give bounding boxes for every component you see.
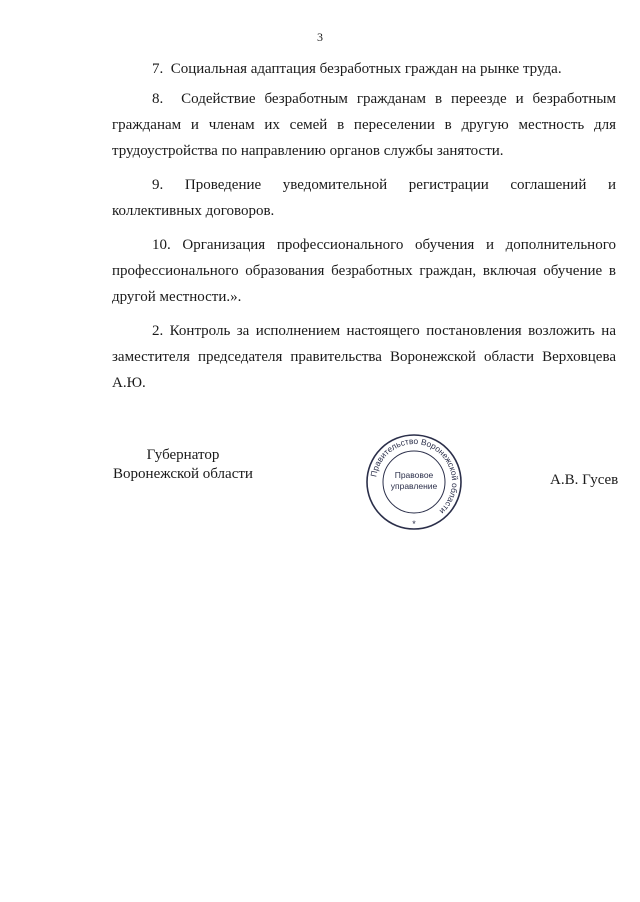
signer-position [100, 446, 266, 484]
signature-block [0, 435, 640, 536]
signer-position-line1: Губернатор [146, 447, 220, 463]
document-body [112, 56, 616, 404]
stamp-star-icon: * [412, 519, 416, 529]
signer-position-line2: Воронежской области [113, 466, 253, 482]
official-stamp [364, 432, 464, 532]
paragraph-clause-2: 2. Контроль за исполнением настоящего постановления возложить на заместителя председателя правительства Воронежской области Верховцева А.Ю. [112, 323, 616, 391]
stamp-inner-line2: управление [390, 481, 438, 491]
stamp-inner-line1: Правовое [394, 470, 434, 480]
paragraph-item-7: 7. Социальная адаптация безработных граждан на рынке труда. [152, 61, 562, 77]
paragraph-item-10: 10. Организация профессионального обучения и дополнительного профессионального образования безработных граждан, включая обучение в другой местности.». [112, 237, 616, 305]
stamp-outer-textpath: Правительство Воронежской области [368, 435, 461, 517]
paragraph-item-8: 8. Содействие безработным гражданам в переезде и безработным гражданам и членам их семей в переселении в другую местность для трудоустройства по направлению органов службы занятости. [112, 91, 616, 159]
paragraph-item-9: 9. Проведение уведомительной регистрации соглашений и коллективных договоров. [112, 177, 616, 219]
signer-name: А.В. Гусев [550, 472, 619, 488]
page-number: 3 [317, 30, 323, 44]
